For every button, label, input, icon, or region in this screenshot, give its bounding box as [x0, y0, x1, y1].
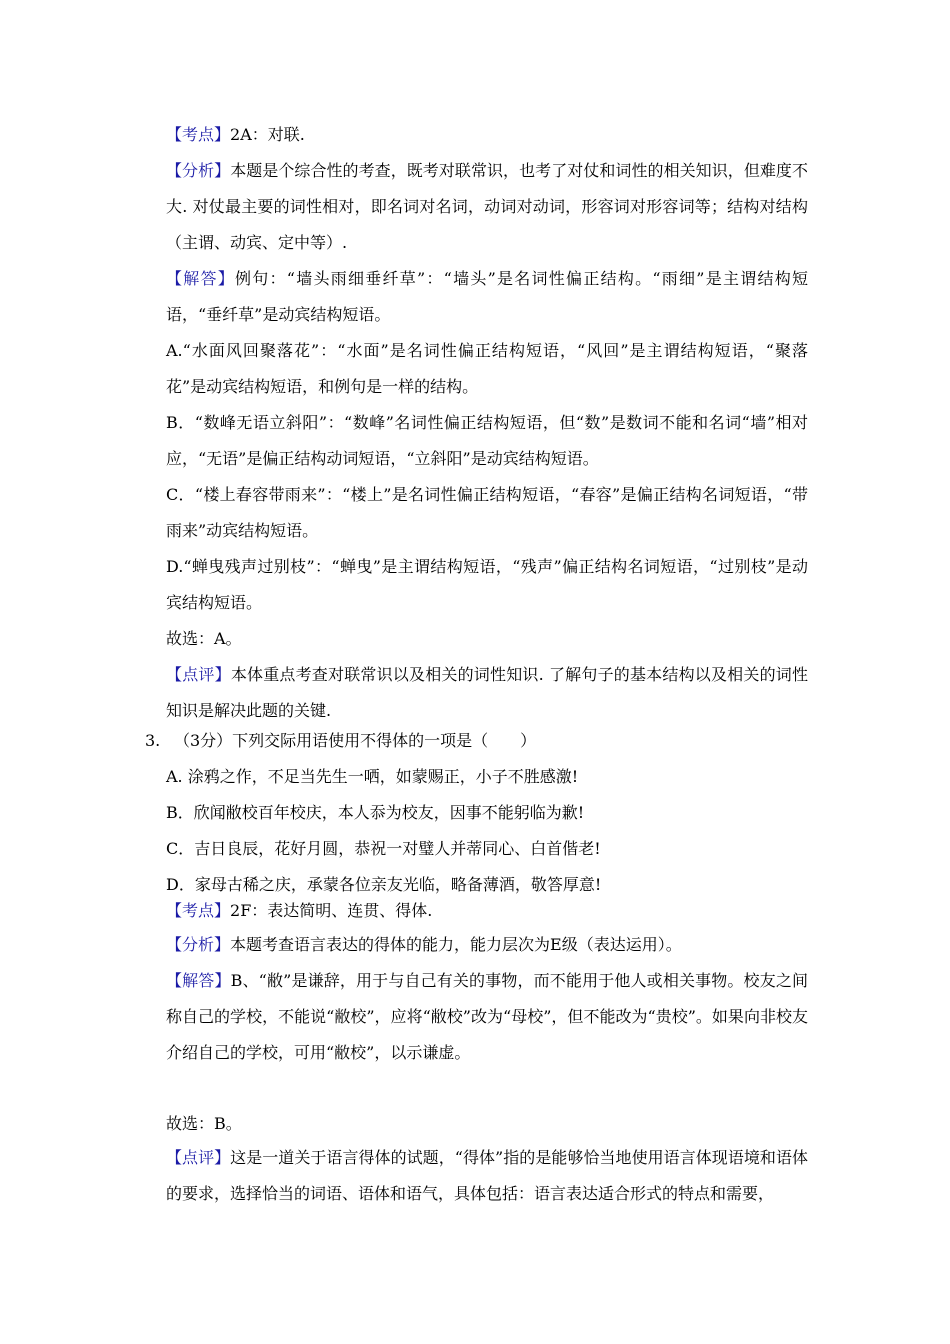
q2-fenxi-tag: 【分析】	[166, 161, 231, 180]
q2-jieda-tag: 【解答】	[166, 269, 236, 288]
q2-option-a: A.“水面风回聚落花”：“水面”是名词性偏正结构短语，“风回”是主谓结构短语，“聚落花”是动宾结构短语，和例句是一样的结构。	[166, 341, 808, 396]
q2-option-b: B．“数峰无语立斜阳”：“数峰”名词性偏正结构短语，但“数”是数词不能和名词“墙”相对应，“无语”是偏正结构动词短语，“立斜阳”是动宾结构短语。	[166, 413, 808, 468]
q2-dianping-text: 本体重点考查对联常识以及相关的词性知识. 了解句子的基本结构以及相关的词性知识是解决此题的关键.	[166, 665, 808, 720]
q3-fenxi	[166, 927, 808, 963]
q3-jieda-tag: 【解答】	[166, 971, 231, 990]
q3-jieda-text: B、“敝”是谦辞，用于与自己有关的事物，而不能用于他人或相关事物。校友之间称自己的学校，不能说“敝校”，应将“敝校”改为“母校”，但不能改为“贵校”。如果向非校友介绍自己的学校，可用“敝校”，以示谦虚。	[166, 971, 808, 1062]
q3-option-a: A. 涂鸦之作，不足当先生一哂，如蒙赐正，小子不胜感激!	[166, 767, 579, 786]
q2-option-d: D.“蝉曳残声过别枝”：“蝉曳”是主谓结构短语，“残声”偏正结构名词短语，“过别枝”是动宾结构短语。	[166, 557, 808, 612]
q3-fenxi-tag: 【分析】	[166, 935, 231, 954]
q2-dianping	[166, 657, 808, 729]
q3-answer: 故选：B。	[166, 1114, 242, 1133]
q3-option-b: B．欣闻敝校百年校庆，本人忝为校友，因事不能躬临为歉!	[166, 803, 585, 822]
q3-dianping	[166, 1140, 808, 1212]
q2-kaodian-text: 2A：对联.	[230, 125, 305, 144]
q2-kaodian-tag: 【考点】	[166, 125, 231, 144]
q2-dianping-tag: 【点评】	[166, 665, 231, 684]
q2-jieda-text: 例句：“墙头雨细垂纤草”：“墙头”是名词性偏正结构。“雨细”是主谓结构短语，“垂纤草”是动宾结构短语。	[166, 269, 808, 324]
q2-fenxi-text: 本题是个综合性的考查，既考对联常识，也考了对仗和词性的相关知识，但难度不大. 对仗最主要的词性相对，即名词对名词，动词对动词，形容词对形容词等；结构对结构（主谓、动宾、定中等）.	[166, 161, 808, 252]
q3-kaodian-tag: 【考点】	[166, 901, 231, 920]
q2-fenxi	[166, 153, 808, 261]
q3-dianping-text: 这是一道关于语言得体的试题，“得体”指的是能够恰当地使用语言体现语境和语体的要求，选择恰当的词语、语体和语气，具体包括：语言表达适合形式的特点和需要，	[166, 1148, 808, 1203]
q3-dianping-tag: 【点评】	[166, 1148, 231, 1167]
q3-number: 3.	[145, 731, 161, 750]
q3-fenxi-text: 本题考查语言表达的得体的能力，能力层次为E级（表达运用）。	[230, 935, 682, 954]
q3-option-c: C．吉日良辰，花好月圆，恭祝一对璧人并蒂同心、白首偕老!	[166, 839, 601, 858]
q3-kaodian	[166, 893, 808, 929]
q2-answer: 故选：A。	[166, 629, 242, 648]
q2-jieda	[166, 261, 808, 333]
q2-option-c: C．“楼上春容带雨来”：“楼上”是名词性偏正结构短语，“春容”是偏正结构名词短语，“带雨来”动宾结构短语。	[166, 485, 808, 540]
q3-stem: （3分）下列交际用语使用不得体的一项是（ ）	[174, 731, 537, 750]
q3-jieda	[166, 963, 808, 1071]
q3-option-d: D．家母古稀之庆，承蒙各位亲友光临，略备薄酒，敬答厚意!	[166, 875, 602, 894]
q3-kaodian-text: 2F：表达简明、连贯、得体.	[230, 901, 433, 920]
q2-kaodian	[166, 117, 808, 153]
